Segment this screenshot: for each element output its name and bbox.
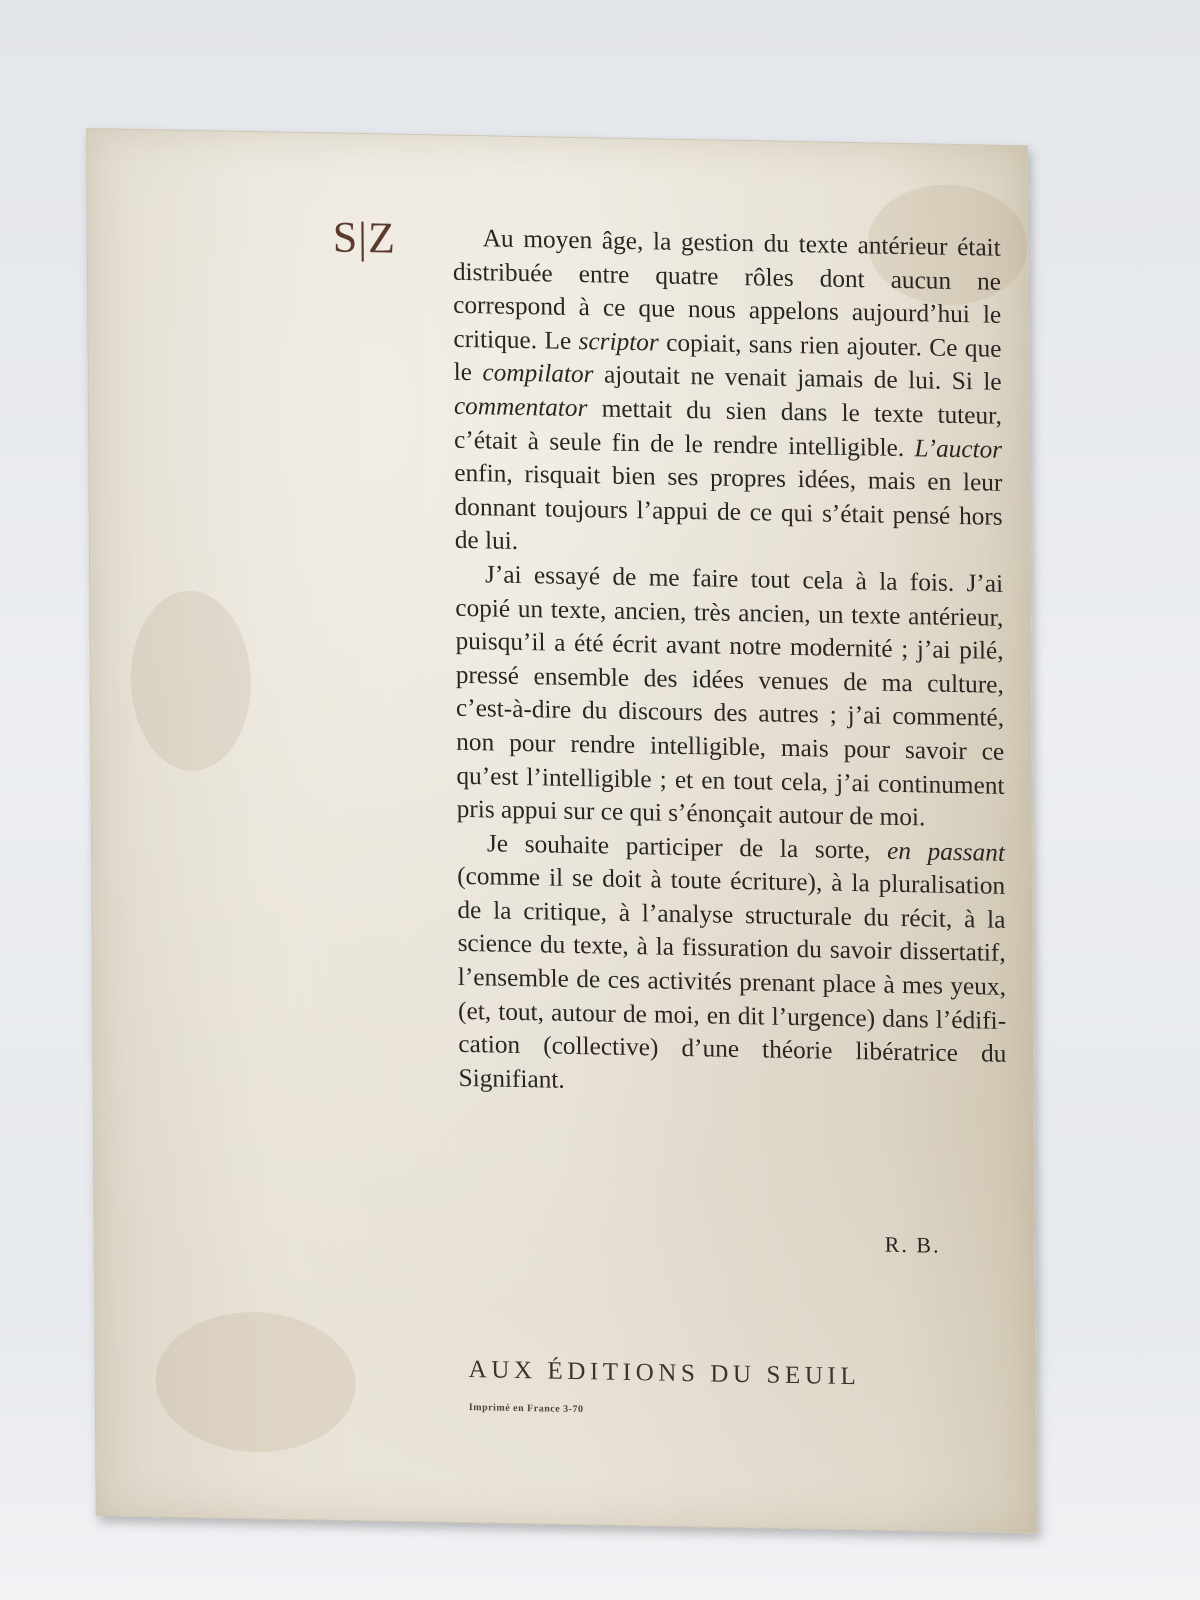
text-run: Je souhaite participer de la sorte, [486, 829, 888, 865]
text-run: (comme il se doit à toute écriture), à la pluralisation de la critique, à l’analyse structurale du récit, à la science du texte, à la fissuration du savoir dissertatif, l’ensemble de ces activités prenant place à mes yeux, (et, tout, autour de moi, en dit l’urgence) dans l’édification (collective) d’une théorie libératrice du Signifiant. [457, 862, 1007, 1094]
blurb-paragraph-2 [455, 558, 1005, 837]
text-run: Au moyen âge, la gestion du texte antérieur était distribuée entre quatre rôles dont aucun ne correspond à ce que nous appelons aujourd’hui le critique. Le [452, 224, 1002, 355]
text-run: enfin, risquait bien ses propres idées, mais en leur donnant toujours l’appui de ce qui s’était pensé hors de lui. [454, 458, 1003, 556]
italic-term: commentator [453, 391, 588, 423]
text-run: copiait, sans rien ajouter. Ce que le [453, 328, 1002, 387]
book-title: S|Z [332, 212, 397, 263]
text-run: ajoutait ne venait jamais de lui. Si le [593, 360, 1002, 397]
italic-term: compilator [482, 358, 594, 389]
paper-stain [130, 590, 251, 772]
publisher-name: AUX ÉDITIONS DU SEUIL [468, 1356, 861, 1391]
paper-stain [155, 1310, 356, 1454]
book-back-cover [86, 128, 1038, 1533]
imprint-line: Imprimé en France 3-70 [468, 1402, 584, 1416]
text-run: mettait du sien dans le texte tuteur, c’était à seule fin de le rendre intelligible. [454, 394, 1002, 462]
italic-term: scriptor [578, 326, 659, 357]
blurb-paragraph-1 [453, 222, 1003, 568]
italic-term: en passant [886, 836, 1006, 867]
blurb-paragraph-3 [457, 827, 1007, 1106]
blurb-text [453, 222, 1007, 1106]
text-run: J’ai essayé de me faire tout cela à la fois. J’ai copié un texte, ancien, très ancien, un texte antérieur, puisqu’il a été écrit avant notre modernité ; j’ai pilé, pressé ensemble des idées venues de ma culture, c’est-à-dire du discours des autres ; j’ai commenté, non pour rendre intelligible, mais pour savoir ce qu’est l’intelligible ; et en tout cela, j’ai continument pris appui sur ce qui s’énonçait autour de moi. [455, 560, 1005, 832]
author-initials: R. B. [884, 1231, 941, 1258]
italic-term: L’auctor [914, 433, 1003, 464]
